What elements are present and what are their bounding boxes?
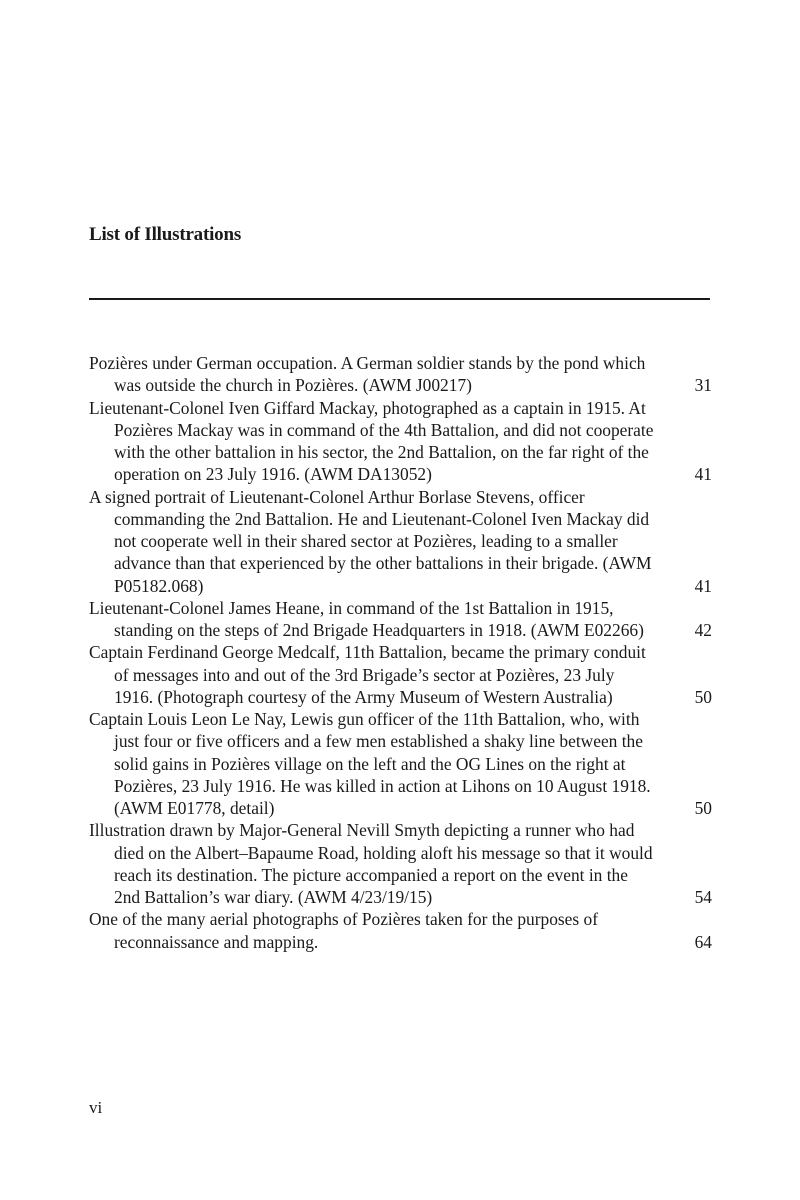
illustration-caption: Pozières under German occupation. A German soldier stands by the pond which was outside the church in Pozières. (AWM J00217) bbox=[89, 353, 646, 396]
illustration-entry-2 bbox=[89, 397, 712, 486]
illustration-entry-8 bbox=[89, 908, 712, 953]
illustration-page-number: 50 bbox=[694, 686, 712, 707]
illustration-caption: One of the many aerial photographs of Pozières taken for the purposes of reconnaissance and mapping. bbox=[89, 909, 598, 952]
illustration-page-number: 64 bbox=[694, 931, 712, 952]
illustration-page-number: 41 bbox=[694, 575, 712, 596]
illustration-entry-3 bbox=[89, 486, 712, 597]
illustration-page-number: 42 bbox=[694, 620, 712, 640]
illustration-caption: Illustration drawn by Major-General Nevill Smyth depicting a runner who had died on the Albert–Bapaume Road, holding aloft his message so that it would reach its destination. The picture accompanied a report on the event in the 2nd Battalion’s war diary. (AWM 4/23/19/15) bbox=[89, 820, 653, 907]
illustration-caption: Lieutenant-Colonel James Heane, in command of the 1st Battalion in 1915, standing on the steps of 2nd Brigade Headquarters in 1918. (AWM E02266) bbox=[89, 597, 644, 640]
page-folio: vi bbox=[89, 1098, 103, 1117]
title-rule bbox=[89, 298, 710, 300]
page-title: List of Illustrations bbox=[89, 224, 242, 245]
illustration-page-number: 50 bbox=[694, 798, 712, 818]
illustration-entry-6 bbox=[89, 708, 712, 819]
illustration-entry-7 bbox=[89, 819, 712, 908]
illustration-caption: A signed portrait of Lieutenant-Colonel Arthur Borlase Stevens, officer commanding the 2nd Battalion. He and Lieutenant-Colonel Iven Mackay did not cooperate well in their shared sector at Pozières, leading to a smaller advance than that experienced by the other battalions in their brigade. (AWM P05182.068) bbox=[89, 486, 652, 596]
illustration-list bbox=[89, 352, 712, 953]
illustration-page-number: 54 bbox=[694, 887, 712, 907]
illustration-page-number: 31 bbox=[694, 375, 712, 396]
illustration-entry-4 bbox=[89, 597, 712, 642]
illustration-entry-5 bbox=[89, 641, 712, 708]
illustration-page-number: 41 bbox=[694, 464, 712, 485]
illustration-caption: Lieutenant-Colonel Iven Giffard Mackay, photographed as a captain in 1915. At Pozières Mackay was in command of the 4th Battalion, and did not cooperate with the other battalion in his sector, the 2nd Battalion, on the far right of the operation on 23 July 1916. (AWM DA13052) bbox=[89, 397, 654, 485]
illustration-entry-1 bbox=[89, 352, 712, 397]
illustration-caption: Captain Ferdinand George Medcalf, 11th Battalion, became the primary conduit of messages into and out of the 3rd Brigade’s sector at Pozières, 23 July 1916. (Photograph courtesy of the Army Museum of Western Australia) bbox=[89, 642, 646, 707]
illustration-caption: Captain Louis Leon Le Nay, Lewis gun officer of the 11th Battalion, who, with just four or five officers and a few men established a shaky line between the solid gains in Pozières village on the left and the OG Lines on the right at Pozières, 23 July 1916. He was killed in action at Lihons on 10 August 1918. (AWM E01778, detail) bbox=[89, 709, 651, 818]
